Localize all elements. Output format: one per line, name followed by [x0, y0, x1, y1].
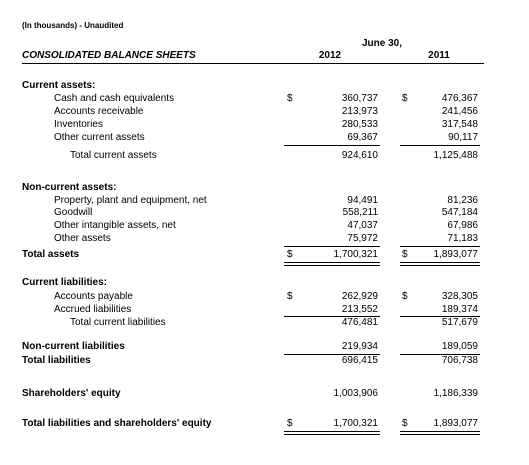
header-rule	[22, 63, 484, 64]
currency-symbol: $	[287, 291, 293, 302]
total-double-rule	[284, 262, 380, 266]
value-2011: 241,456	[441, 106, 478, 117]
value-2012: 69,367	[347, 132, 378, 143]
row-label: Non-current liabilities	[22, 341, 125, 352]
value-2011: 189,059	[441, 341, 478, 352]
value-2012: 219,934	[341, 341, 378, 352]
row-label: Inventories	[54, 119, 103, 130]
value-2011: 1,186,339	[433, 388, 478, 399]
total-value-2012: 924,610	[341, 150, 378, 161]
value-2011: 328,305	[441, 291, 478, 302]
column-header-2012: 2012	[318, 50, 342, 61]
value-2011: 90,117	[448, 132, 478, 143]
currency-symbol: $	[402, 249, 408, 260]
row-label: Cash and cash equivalents	[54, 93, 175, 104]
value-2011: 189,374	[441, 304, 478, 315]
subtotal-rule	[284, 145, 380, 146]
currency-symbol: $	[287, 249, 293, 260]
total-value-2011: 1,893,077	[433, 418, 478, 429]
currency-symbol: $	[402, 418, 408, 429]
value-2012: 213,552	[341, 304, 378, 315]
currency-symbol: $	[287, 418, 293, 429]
section-heading: Current liabilities:	[22, 277, 108, 288]
header-note: (In thousands) - Unaudited	[22, 21, 124, 30]
section-heading: Current assets:	[22, 80, 96, 91]
currency-symbol: $	[287, 93, 293, 104]
currency-symbol: $	[402, 93, 408, 104]
total-value-2012: 1,700,321	[333, 249, 378, 260]
row-label: Accrued liabilities	[54, 304, 132, 315]
total-value-2011: 517,679	[441, 317, 478, 328]
value-2011: 547,184	[441, 207, 478, 218]
total-label: Total liabilities and shareholders' equity	[22, 418, 212, 429]
total-double-rule	[400, 431, 480, 435]
value-2012: 280,533	[341, 119, 378, 130]
total-value-2011: 1,893,077	[433, 249, 478, 260]
value-2012: 213,973	[341, 106, 378, 117]
period-label: June 30,	[361, 38, 402, 49]
total-label: Total current assets	[70, 150, 157, 161]
value-2012: 75,972	[347, 233, 378, 244]
row-label: Goodwill	[54, 207, 93, 218]
row-label: Shareholders' equity	[22, 388, 121, 399]
value-2011: 81,236	[447, 195, 478, 206]
column-header-2011: 2011	[428, 50, 450, 61]
value-2012: 262,929	[341, 291, 378, 302]
value-2012: 360,737	[341, 93, 378, 104]
total-value-2012: 1,700,321	[333, 418, 378, 429]
value-2012: 1,003,906	[333, 388, 378, 399]
subtotal-rule	[284, 246, 380, 247]
value-2011: 317,548	[441, 119, 478, 130]
total-label: Total assets	[22, 249, 80, 260]
total-label: Total current liabilities	[70, 317, 166, 328]
value-2011: 476,367	[441, 93, 478, 104]
section-heading: Non-current assets:	[22, 182, 117, 193]
value-2012: 94,491	[347, 195, 378, 206]
total-value-2011: 706,738	[441, 355, 478, 366]
row-label: Other current assets	[54, 132, 145, 143]
row-label: Other assets	[54, 233, 111, 244]
value-2012: 558,211	[342, 207, 378, 218]
subtotal-rule	[400, 145, 480, 146]
row-label: Other intangible assets, net	[54, 220, 176, 231]
value-2011: 71,183	[447, 233, 478, 244]
total-value-2011: 1,125,488	[433, 150, 478, 161]
total-value-2012: 696,415	[341, 355, 378, 366]
row-label: Property, plant and equipment, net	[54, 195, 207, 206]
subtotal-rule	[400, 246, 480, 247]
statement-title: CONSOLIDATED BALANCE SHEETS	[22, 50, 196, 61]
row-label: Accounts payable	[54, 291, 133, 302]
value-2011: 67,986	[447, 220, 478, 231]
total-value-2012: 476,481	[341, 317, 378, 328]
currency-symbol: $	[402, 291, 408, 302]
value-2012: 47,037	[347, 220, 378, 231]
total-double-rule	[400, 262, 480, 266]
total-double-rule	[284, 431, 380, 435]
total-label: Total liabilities	[22, 355, 91, 366]
row-label: Accounts receivable	[54, 106, 144, 117]
